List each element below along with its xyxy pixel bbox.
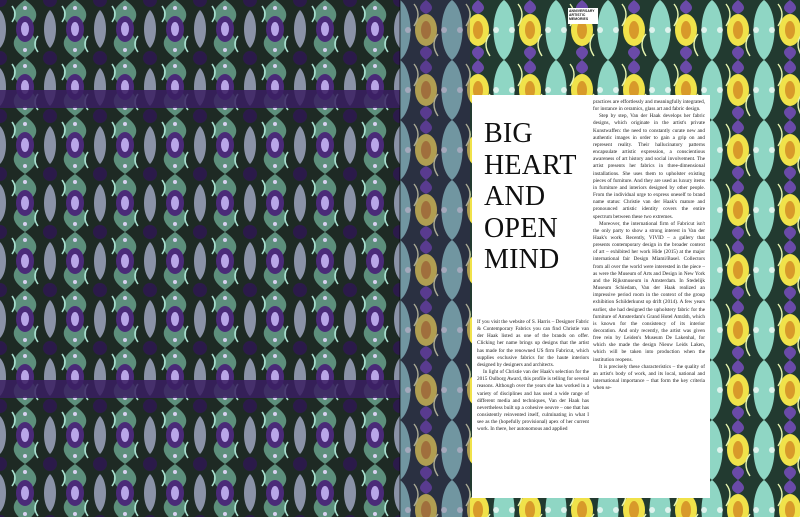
article-headline: [484, 118, 584, 276]
headline-line: OPEN: [484, 212, 558, 244]
headline-line: AND: [484, 181, 546, 212]
paragraph: In light of Christie van der Haak's selection for the 2015 Oulborg Award, this profile is telling for several reasons. Although over the years she has worked in a variety of disciplines and has used a wide range of different media and techniques, Van der Haak has nevertheless built up a cohesive oeuvre – one that has consistently reinvented itself, culminating in what I see as the (hopefully provisional) apex of her current work. In there, her autonomous and applied: [477, 369, 589, 433]
paragraph: It is precisely these characteristics – the quality of an artist's body of work, and its local, national and international importance – that form the key criteria when se-: [593, 363, 705, 392]
paragraph: practices are effortlessly and meaningfully integrated, for instance in ceramics, glass art and fabric design.: [593, 99, 705, 113]
headline-line: HEART: [484, 149, 577, 181]
headline-line: BIG: [484, 118, 533, 149]
paragraph: If you visit the website of S. Harris – Designer Fabric & Contemporary Fabrics you can find Christie van der Haak listed as one of the brands on offer. Clicking her name brings up designs that the artist has made for the renowned US firm Fabricut, which supplies exclusive fabrics for the haute interiors designed by designers and architects.: [477, 319, 589, 368]
paragraph: Step by step, Van der Haak develops her fabric designs, which originate in the artist's private Kunstwaffen: the need to constantly curate new and authentic images in order to gain a grip on and represent reality. Their hallucinatory patterns encapsulate artistic expression, a conscientious awareness of art history and social involvement. The artist presents her fabrics in three-dimensional installations. She uses them to upholster existing pieces of furniture. And they are used as luxury items in furniture and interiors designed by other people. From the individual urge to express oneself to brand name status: Christie van der Haak's mature and pronounced artistic identity covers the entire spectrum between these two extremes.: [593, 113, 705, 220]
page-gutter: [399, 0, 401, 517]
badge-line-2: ARTISTIC MEMORIES: [569, 13, 589, 22]
article-column-right: [593, 99, 705, 392]
headline-line: MIND: [484, 244, 560, 275]
badge-line-1: ANNIVERSARY: [569, 9, 595, 13]
section-badge: [568, 8, 598, 24]
paragraph: Moreover, the international firm of Fabricut isn't the only party to show a strong interest in Van der Haak's work. Recently, VIVID – a gallery that presents contemporary design in the broader context of art – exhibited her work Hide (2015) at the major international fair Design Miami/Basel. Collectors from all over the world were interested in the piece – as were the Museum of Arts and Design in New York and the Rijksmuseum in Amsterdam. In Stedelijk Museum Schiedam, Van der Haak realized an impressive period room in the context of the group exhibition Schilderkunst op drift (2014). A few years earlier, she had designed the upholstery fabric for the furniture of Amsterdam's Grand Hotel Amrâth, which is known for the consistency of its interior decoration. And only recently, the artist was given free rein by Leiden's Museum De Lakenhal, for which she made the design Nieuw Leids Laken, which will be taken into production when the institution reopens.: [593, 220, 705, 363]
article-column-left: [477, 319, 589, 434]
